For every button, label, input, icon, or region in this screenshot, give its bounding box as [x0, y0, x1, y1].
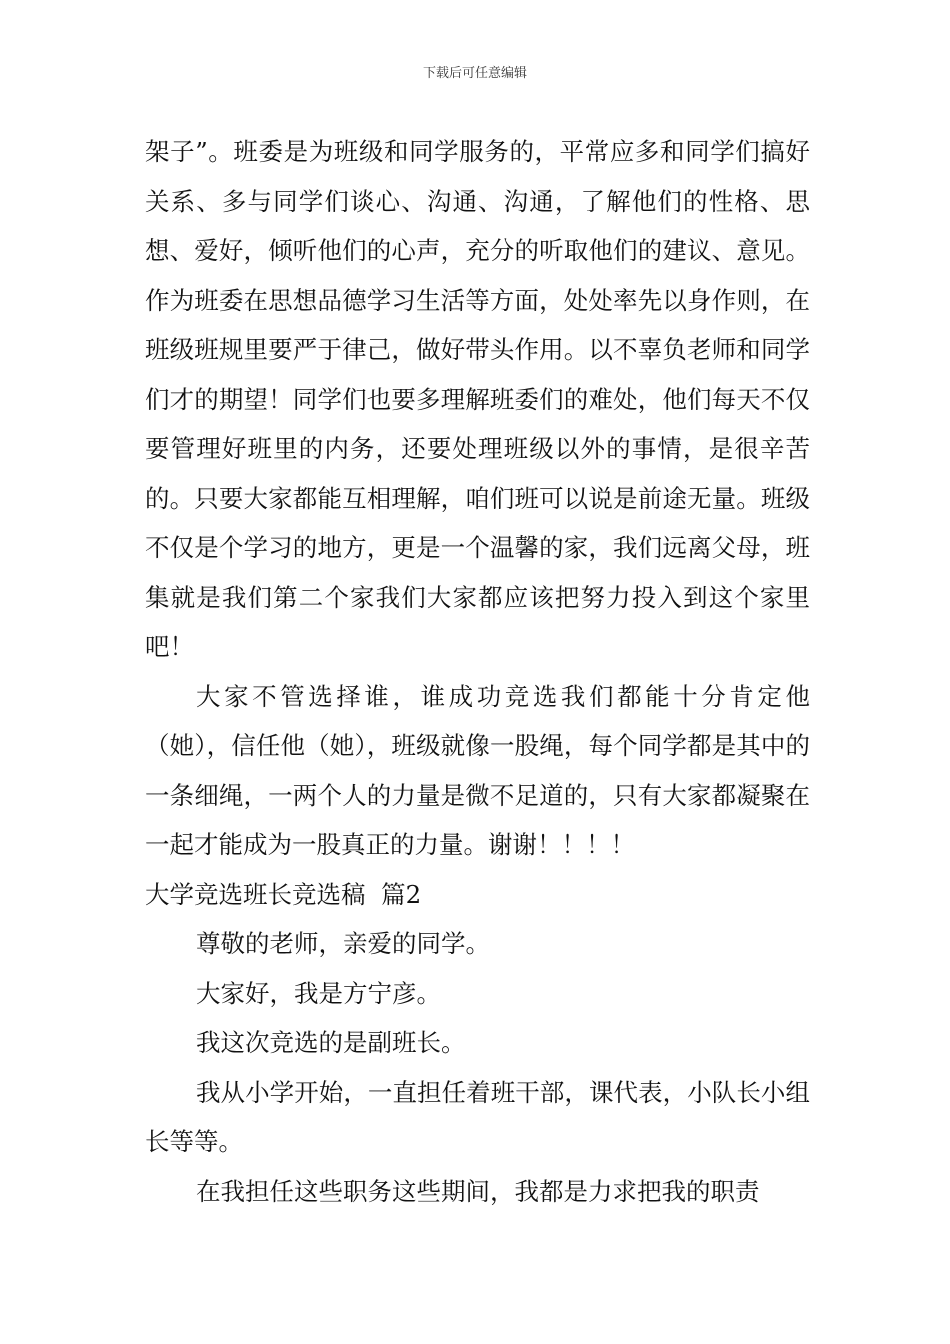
- paragraph-greeting: 尊敬的老师，亲爱的同学。: [196, 929, 490, 958]
- paragraph-2: 大家不管选择谁，谁成功竞选我们都能十分肯定他（她），信任他（她），班级就像一股绳，每个同学都是其中的一条细绳，一两个人的力量是微不足道的，只有大家都凝聚在一起才能成为一股真正的力量。谢谢！！！！: [145, 681, 810, 859]
- paragraph-duties: 在我担任这些职务这些期间，我都是力求把我的职责: [196, 1176, 760, 1206]
- page-header: 下载后可任意编辑: [422, 66, 527, 81]
- document-body: [145, 127, 810, 1216]
- paragraph-1: 架子”。班委是为班级和同学服务的，平常应多和同学们搞好关系、多与同学们谈心、沟通、沟通，了解他们的性格、思想、爱好，倾听他们的心声，充分的听取他们的建议、意见。作为班委在思想品德学习生活等方面，处处率先以身作则，在班级班规里要严于律己，做好带头作用。以不辜负老师和同学们才的期望！同学们也要多理解班委们的难处，他们每天不仅要管理好班里的内务，还要处理班级以外的事情，是很辛苦的。只要大家都能互相理解，咱们班可以说是前途无量。班级不仅是个学习的地方，更是一个温馨的家，我们远离父母，班集就是我们第二个家我们大家都应该把努力投入到这个家里吧！: [145, 137, 810, 661]
- section-heading: 大学竞选班长竞选稿 篇2: [145, 879, 422, 909]
- paragraph-intro: 大家好，我是方宁彦。: [196, 978, 441, 1008]
- paragraph-position: 我这次竞选的是副班长。: [196, 1028, 466, 1057]
- paragraph-experience: 我从小学开始，一直担任着班干部，课代表，小队长小组长等等。: [145, 1077, 810, 1156]
